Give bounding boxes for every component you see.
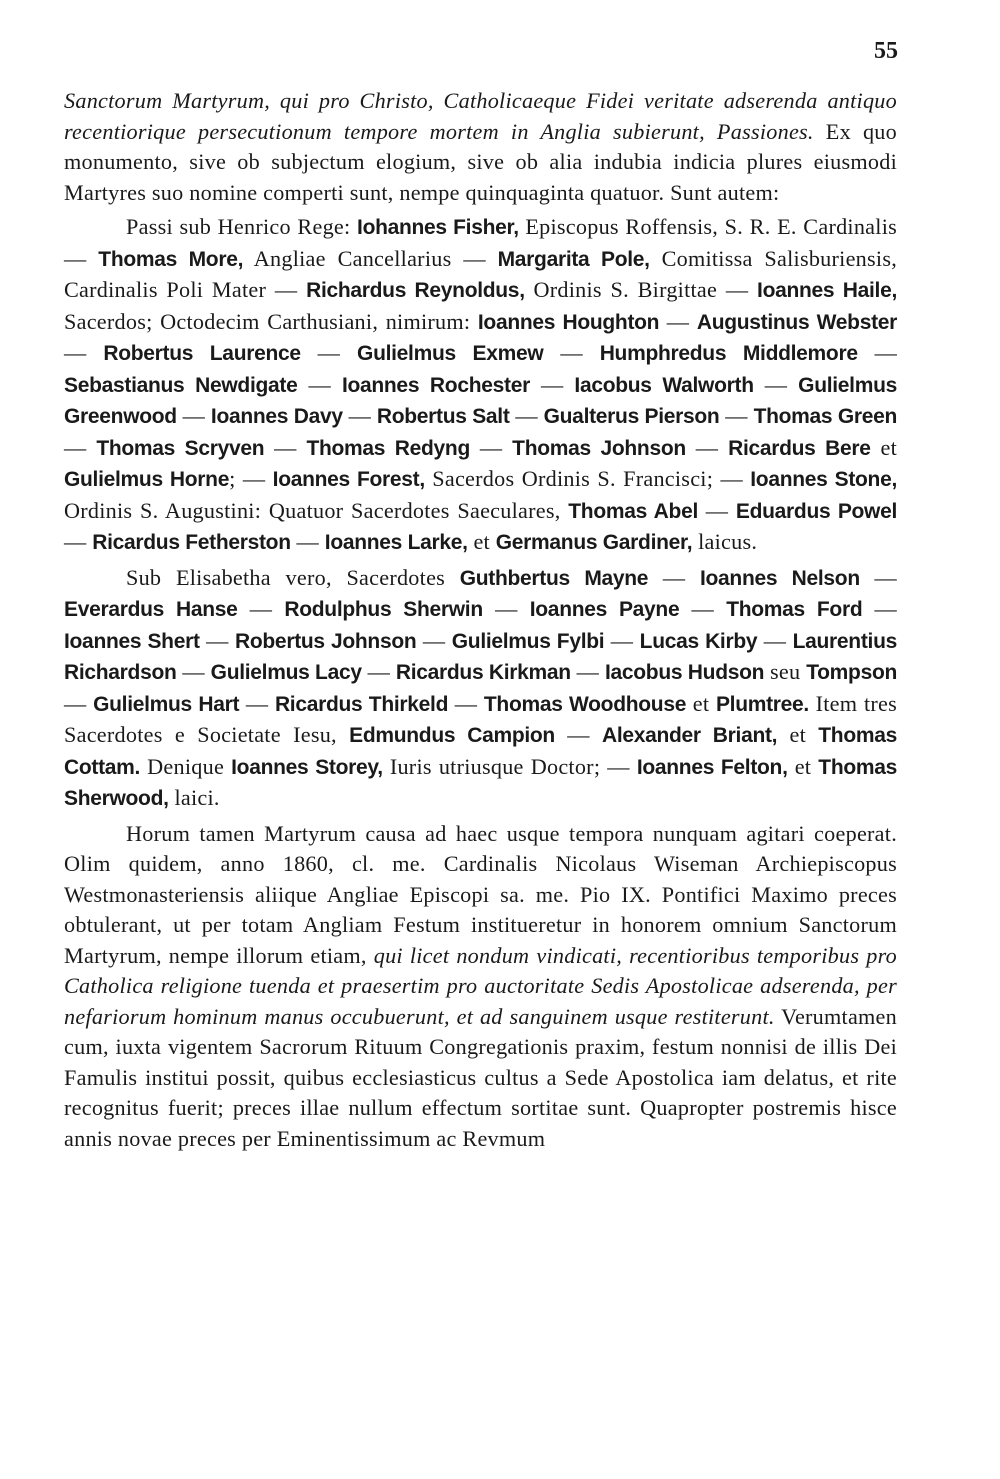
martyr-name: Lucas Kirby [639, 629, 758, 653]
martyr-name: Laurentius Richardson [64, 629, 897, 684]
text-run: — [859, 564, 897, 590]
text-run: — [554, 722, 602, 747]
martyr-name: Ioannes Larke, [324, 531, 468, 554]
text-run: laicus. [692, 529, 758, 554]
text-run: Item tres Sacerdotes e Societate Iesu, [64, 690, 897, 747]
text-run: Episcopus Roffensis, S. R. E. Cardinalis — [64, 214, 897, 271]
martyr-name: Thomas Abel [568, 499, 698, 523]
text-run: — [604, 627, 640, 653]
text-run: et [870, 434, 898, 460]
martyr-name: Thomas Sherwood, [64, 755, 898, 810]
martyr-name: Plumtree. [715, 692, 809, 716]
martyr-name: Gualterus Pierson [543, 405, 720, 428]
martyr-name: Thomas Scryven [96, 436, 265, 460]
page-number: 55 [874, 38, 898, 64]
martyr-name: Thomas Ford [726, 598, 863, 621]
martyr-name: Guthbertus Mayne [459, 566, 649, 590]
text-run: Ordinis S. Augustini: Quatuor Sacerdotes Saeculares, [64, 497, 569, 523]
text-run: — [753, 371, 799, 397]
text-run: — [290, 529, 325, 554]
text-run: — [862, 596, 897, 621]
martyr-name: Humphredus Middlemore [599, 342, 858, 365]
text-run: Denique [140, 753, 232, 779]
text-run: — [648, 564, 700, 590]
martyr-name: Germanus Gardiner, [495, 531, 693, 554]
martyr-name: Gulielmus Greenwood [64, 373, 897, 428]
martyr-name: Iohannes Fisher, [357, 216, 519, 239]
text-run: — [570, 659, 605, 684]
text-run: — [757, 627, 793, 653]
martyr-name: Gulielmus Horne [64, 468, 230, 491]
martyr-name: Ioannes Shert [64, 629, 200, 653]
text-run: — [237, 596, 285, 621]
text-run: — [300, 340, 358, 365]
text-run: Sub Elisabetha vero, Sacerdotes [126, 564, 460, 590]
text-run: — [469, 434, 513, 460]
text-run: et [686, 690, 716, 716]
paragraph [64, 86, 897, 208]
text-run: Iuris utriusque Doctor; — [382, 753, 637, 779]
martyr-name: Ioannes Stone, [750, 468, 897, 491]
martyr-name: Everardus Hanse [64, 598, 238, 621]
martyr-name: Robertus Laurence [103, 342, 301, 365]
martyr-name: Eduardus Powel [735, 499, 898, 523]
text-run: ; — [229, 466, 273, 491]
martyr-name: Ioannes Davy [210, 405, 343, 428]
text-run: — [659, 308, 697, 334]
text-run: — [64, 340, 104, 365]
martyr-name: Ricardus Bere [728, 436, 871, 460]
text-run: — [176, 403, 211, 428]
martyr-name: Ricardus Fetherston [92, 531, 291, 554]
text-run: — [679, 596, 727, 621]
martyr-name: Ioannes Rochester [341, 373, 530, 397]
text-run: Passi sub Henrico Rege: [126, 214, 358, 239]
martyr-name: Thomas Redyng [306, 436, 470, 460]
martyr-name: Gulielmus Lacy [210, 661, 362, 684]
text-run: — [482, 596, 530, 621]
martyr-name: Ioannes Haile, [757, 279, 897, 302]
martyr-name: Margarita Pole, [497, 247, 650, 271]
martyr-name: Thomas Woodhouse [483, 692, 687, 716]
text-run: — [719, 403, 754, 428]
text-run: — [685, 434, 729, 460]
martyr-name: Alexander Briant, [601, 724, 778, 747]
text-run: laici. [168, 785, 220, 810]
martyr-name: Richardus Reynoldus, [306, 279, 525, 302]
text-run: — [698, 497, 736, 523]
martyr-name: Iacobus Hudson [604, 661, 765, 684]
martyr-name: Thomas More, [98, 247, 244, 271]
text-run: — [509, 403, 544, 428]
martyr-name: Ricardus Kirkman [395, 661, 571, 684]
martyr-name: Rodulphus Sherwin [284, 598, 483, 621]
text-run: — [64, 690, 94, 716]
text-run: Verumtamen cum, iuxta vigentem Sacrorum Rituum Congregationis praxim, festum nonnisi de illis Dei Famulis institui possit, quibus ecclesiasticus cultus a Sede Apostolica iam delatus, et rite recognitus fuerit; preces illae nullum effectum sortitae sunt. Quapropter postremis hisce annis novae preces per Eminentissimum ac Revmum [64, 1003, 897, 1151]
text-run: et [467, 529, 496, 554]
martyr-name: Ioannes Storey, [231, 755, 383, 779]
martyr-name: Augustinus Webster [696, 310, 898, 334]
text-run: — [857, 340, 898, 365]
body-text [64, 86, 897, 1154]
text-run: seu [764, 659, 807, 684]
martyr-name: Ioannes Nelson [699, 566, 860, 590]
text-run: et [777, 722, 819, 747]
text-run: — [342, 403, 377, 428]
italic-text: Sanctorum Martyrum, qui pro Christo, Catholicaeque Fidei veritate adserenda antiquo recentiorique persecutionum tempore mortem in Anglia subierunt, Passiones. [64, 88, 897, 144]
paragraph [64, 819, 897, 1155]
martyr-name: Gulielmus Hart [93, 692, 240, 716]
text-run: Ordinis S. Birgittae — [524, 277, 758, 302]
text-run: — [176, 659, 211, 684]
martyr-name: Ioannes Felton, [636, 755, 788, 779]
martyr-name: Ricardus Thirkeld [274, 692, 449, 716]
text-run: — [529, 371, 575, 397]
martyr-name: Thomas Johnson [512, 436, 686, 460]
text-run: Horum tamen Martyrum causa ad haec usque tempora nunquam agitari coeperat. Olim quidem, anno 1860, cl. me. Cardinalis Nicolaus Wiseman Archiepiscopus Westmonasteriensis aliique Angliae Episcopi sa. me. Pio IX. Pontifici Maximo preces obtulerant, ut per totam Angliam Festum institueretur in honorem omnium Sanctorum Martyrum, nempe illorum etiam, [64, 820, 897, 968]
martyr-name: Gulielmus Fylbi [451, 629, 605, 653]
martyr-name: Robertus Salt [376, 405, 510, 428]
martyr-name: Gulielmus Exmew [357, 342, 544, 365]
paragraph [64, 563, 897, 815]
text-run: — [448, 690, 484, 716]
text-run: Comitissa Salisburiensis, Cardinalis Poli Mater — [64, 245, 897, 302]
text-run: — [543, 340, 600, 365]
text-run: — [199, 627, 236, 653]
italic-text: qui licet nondum vindicati, recentioribus temporibus pro Catholica religione tuenda et praesertim pro auctoritate Sedis Apostolicae adserenda, per nefariorum hominum manus occubuerunt, et ad sanguinem usque restiterunt. [64, 942, 897, 1029]
text-run: — [64, 529, 93, 554]
martyr-name: Sebastianus Newdigate [64, 373, 298, 397]
text-run: Ex quo monumento, sive ob subjectum elogium, sive ob alia indubia indicia plures eiusmodi Martyres suo nomine comperti sunt, nempe quinquaginta quatuor. Sunt autem: [64, 118, 897, 205]
text-run: — [64, 434, 97, 460]
text-run: et [787, 753, 819, 779]
paragraph [64, 212, 897, 559]
text-run: Sacerdos; Octodecim Carthusiani, nimirum: [64, 308, 478, 334]
text-run: — [264, 434, 307, 460]
text-run: — [416, 627, 452, 653]
text-run: Sacerdos Ordinis S. Francisci; — [424, 466, 751, 491]
martyr-name: Ioannes Houghton [477, 310, 660, 334]
text-run: — [239, 690, 275, 716]
martyr-name: Iacobus Walworth [574, 373, 754, 397]
martyr-name: Robertus Johnson [235, 629, 417, 653]
martyr-name: Tompson [806, 661, 898, 684]
text-run: — [361, 659, 396, 684]
text-run: Angliae Cancellarius — [243, 245, 498, 271]
martyr-name: Ioannes Forest, [272, 468, 425, 491]
martyr-name: Edmundus Campion [349, 724, 555, 747]
martyr-name: Ioannes Payne [529, 598, 680, 621]
text-run: — [297, 371, 342, 397]
martyr-name: Thomas Cottam. [64, 724, 897, 779]
martyr-name: Thomas Green [753, 405, 898, 428]
